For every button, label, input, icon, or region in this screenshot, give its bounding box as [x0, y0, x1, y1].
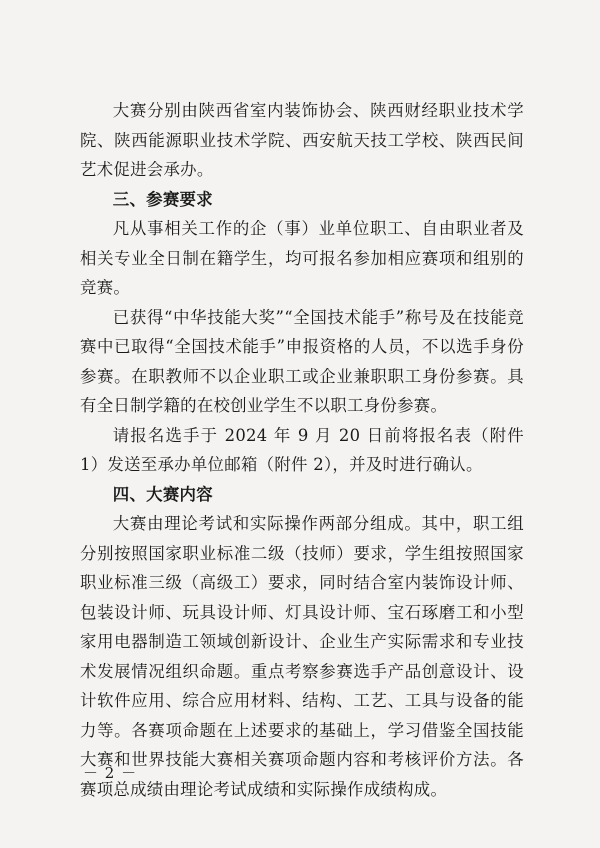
paragraph-content: 大赛由理论考试和实际操作两部分组成。其中，职工组分别按照国家职业标准二级（技师）要求，学生组按照国家职业标准三级（高级工）要求，同时结合室内装饰设计师、包装设计师、玩具设计师、灯具设计师、宝石琢磨工和小型家用电器制造工领域创新设计、企业生产实际需求和专业技术发展情况组织命题。重点考察参赛选手产品创意设计、设计软件应用、综合应用材料、结构、工艺、工具与设备的能力等。各赛项命题在上述要求的基础上，学习借鉴全国技能大赛和世界技能大赛相关赛项命题内容和考核评价方法。各赛项总成绩由理论考试成绩和实际操作成绩构成。 [80, 514, 524, 799]
paragraph-eligibility: 凡从事相关工作的企（事）业单位职工、自由职业者及相关专业全日制在籍学生，均可报名参加相应赛项和组别的竞赛。 [80, 219, 524, 297]
paragraph-exclusions: 已获得“中华技能大奖”“全国技术能手”称号及在技能竞赛中已取得“全国技术能手”申报资格的人员，不以选手身份参赛。在职教师不以企业职工或企业兼职职工身份参赛。具有全日制学籍的在校创业学生不以职工身份参赛。 [80, 307, 524, 415]
page-number: － 2 － [83, 764, 138, 782]
paragraph-registration: 请报名选手于 2024 年 9 月 20 日前将报名表（附件 1）发送至承办单位邮箱（附件 2），并及时进行确认。 [80, 425, 524, 474]
document-body [80, 96, 524, 804]
paragraph-organizers: 大赛分别由陕西省室内装饰协会、陕西财经职业技术学院、陕西能源职业技术学院、西安航天技工学校、陕西民间艺术促进会承办。 [80, 101, 524, 179]
heading-entry-requirements: 三、参赛要求 [112, 189, 213, 209]
heading-competition-content: 四、大赛内容 [112, 484, 213, 504]
